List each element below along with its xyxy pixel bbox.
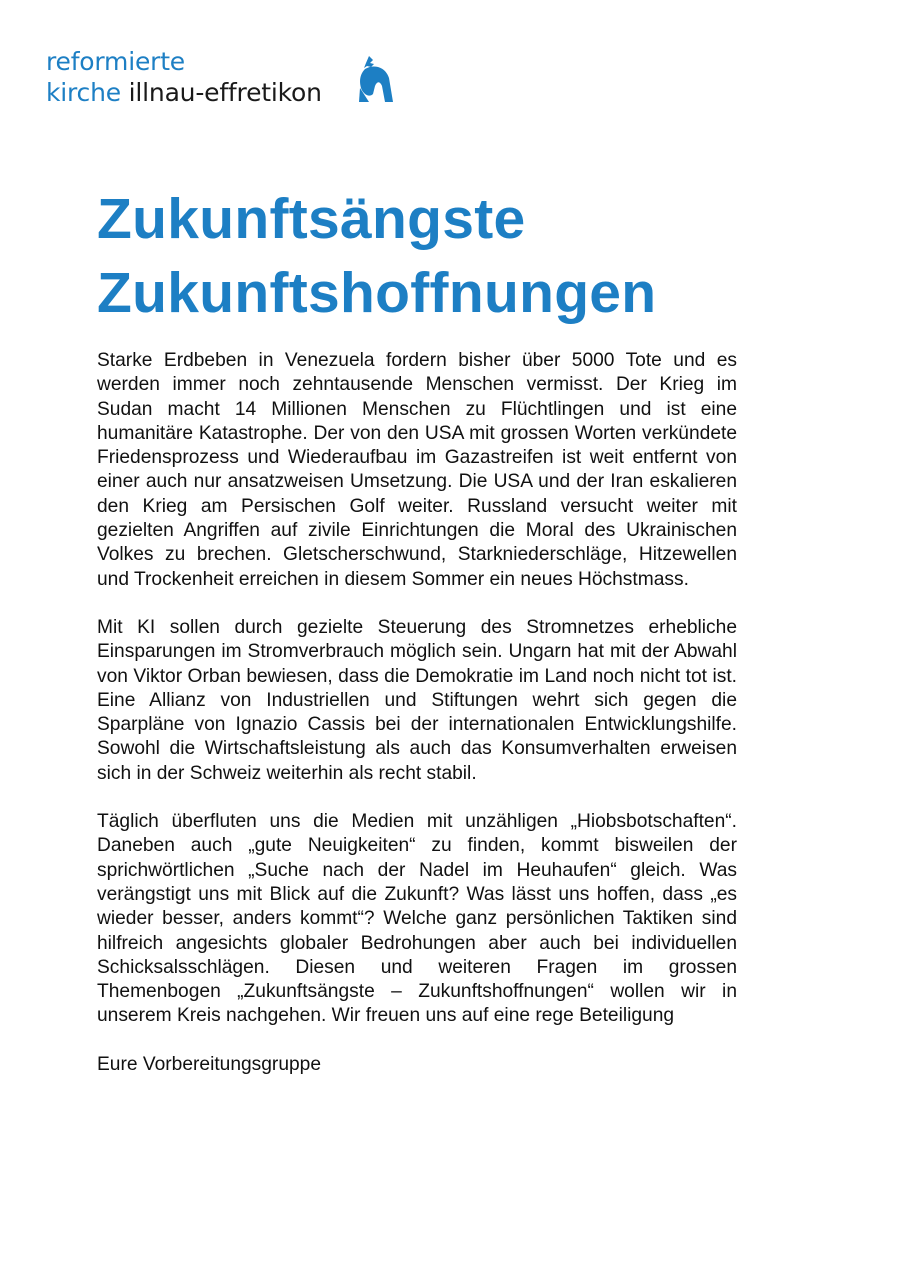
article-body [97, 349, 737, 1077]
church-logo [46, 46, 416, 110]
logo-line-1: reformierte [46, 47, 185, 76]
signature: Eure Vorbereitungsgruppe [97, 1053, 322, 1075]
logo-line-2-rest: illnau-effretikon [120, 78, 322, 107]
title-line-1: Zukunftsängste [97, 187, 526, 251]
page-title [97, 182, 656, 330]
paragraph-invitation: Täglich überfluten uns die Medien mit unzähligen „Hiobsbotschaften“. Daneben auch „gute Neuigkeiten“ zu finden, kommt bisweilen der sprichwörtlichen „Suche nach der Nadel im Heuhaufen“ gleich. Was verängstigt uns mit Blick auf die Zukunft? Was lässt uns hoffen, dass „es wieder besser, anders kommt“? Welche ganz persönlichen Taktiken sind hilfreich angesichts globaler Bedrohungen aber auch bei individuellen Schicksalsschlägen. Diesen und weiteren Fragen im grossen Themenbogen „Zukunftsängste – Zukunftshoffnungen“ wollen wir in unserem Kreis nachgehen. Wir freuen uns auf eine rege Beteiligung [97, 811, 737, 1027]
paragraph-hope: Mit KI sollen durch gezielte Steuerung des Stromnetzes erhebliche Einsparungen im Stromverbrauch möglich sein. Ungarn hat mit der Abwahl von Viktor Orban bewiesen, dass die Demokratie im Land noch nicht tot ist. Eine Allianz von Industriellen und Stiftungen wehrt sich gegen die Sparpläne von Ignazio Cassis bei der internationalen Entwicklungshilfe. Sowohl die Wirtschaftsleistung als auch das Konsumverhalten erweisen sich in der Schweiz weiterhin als recht stabil. [97, 616, 737, 784]
logo-wordmark [46, 46, 322, 108]
paragraph-news: Starke Erdbeben in Venezuela fordern bisher über 5000 Tote und es werden immer noch zehntausende Menschen vermisst. Der Krieg im Sudan macht 14 Millionen Menschen zu Flüchtlingen und ist eine humanitäre Katastrophe. Der von den USA mit grossen Worten verkündete Friedensprozess und Wiederaufbau im Gazastreifen ist weit entfernt von einer auch nur ansatzweisen Umsetzung. Die USA und der Iran eskalieren den Krieg am Persischen Golf weiter. Russland versucht weiter mit gezielten Angriffen auf zivile Einrichtungen die Moral des Ukrainischen Volkes zu brechen. Gletscherschwund, Starkniederschläge, Hitzewellen und Trockenheit erreichen in diesem Sommer ein neues Höchstmass. [97, 350, 737, 590]
church-logo-icon [355, 54, 399, 104]
title-line-2: Zukunftshoffnungen [97, 261, 657, 325]
logo-line-2-blue: kirche [46, 78, 121, 107]
logo-line-2 [46, 77, 322, 108]
